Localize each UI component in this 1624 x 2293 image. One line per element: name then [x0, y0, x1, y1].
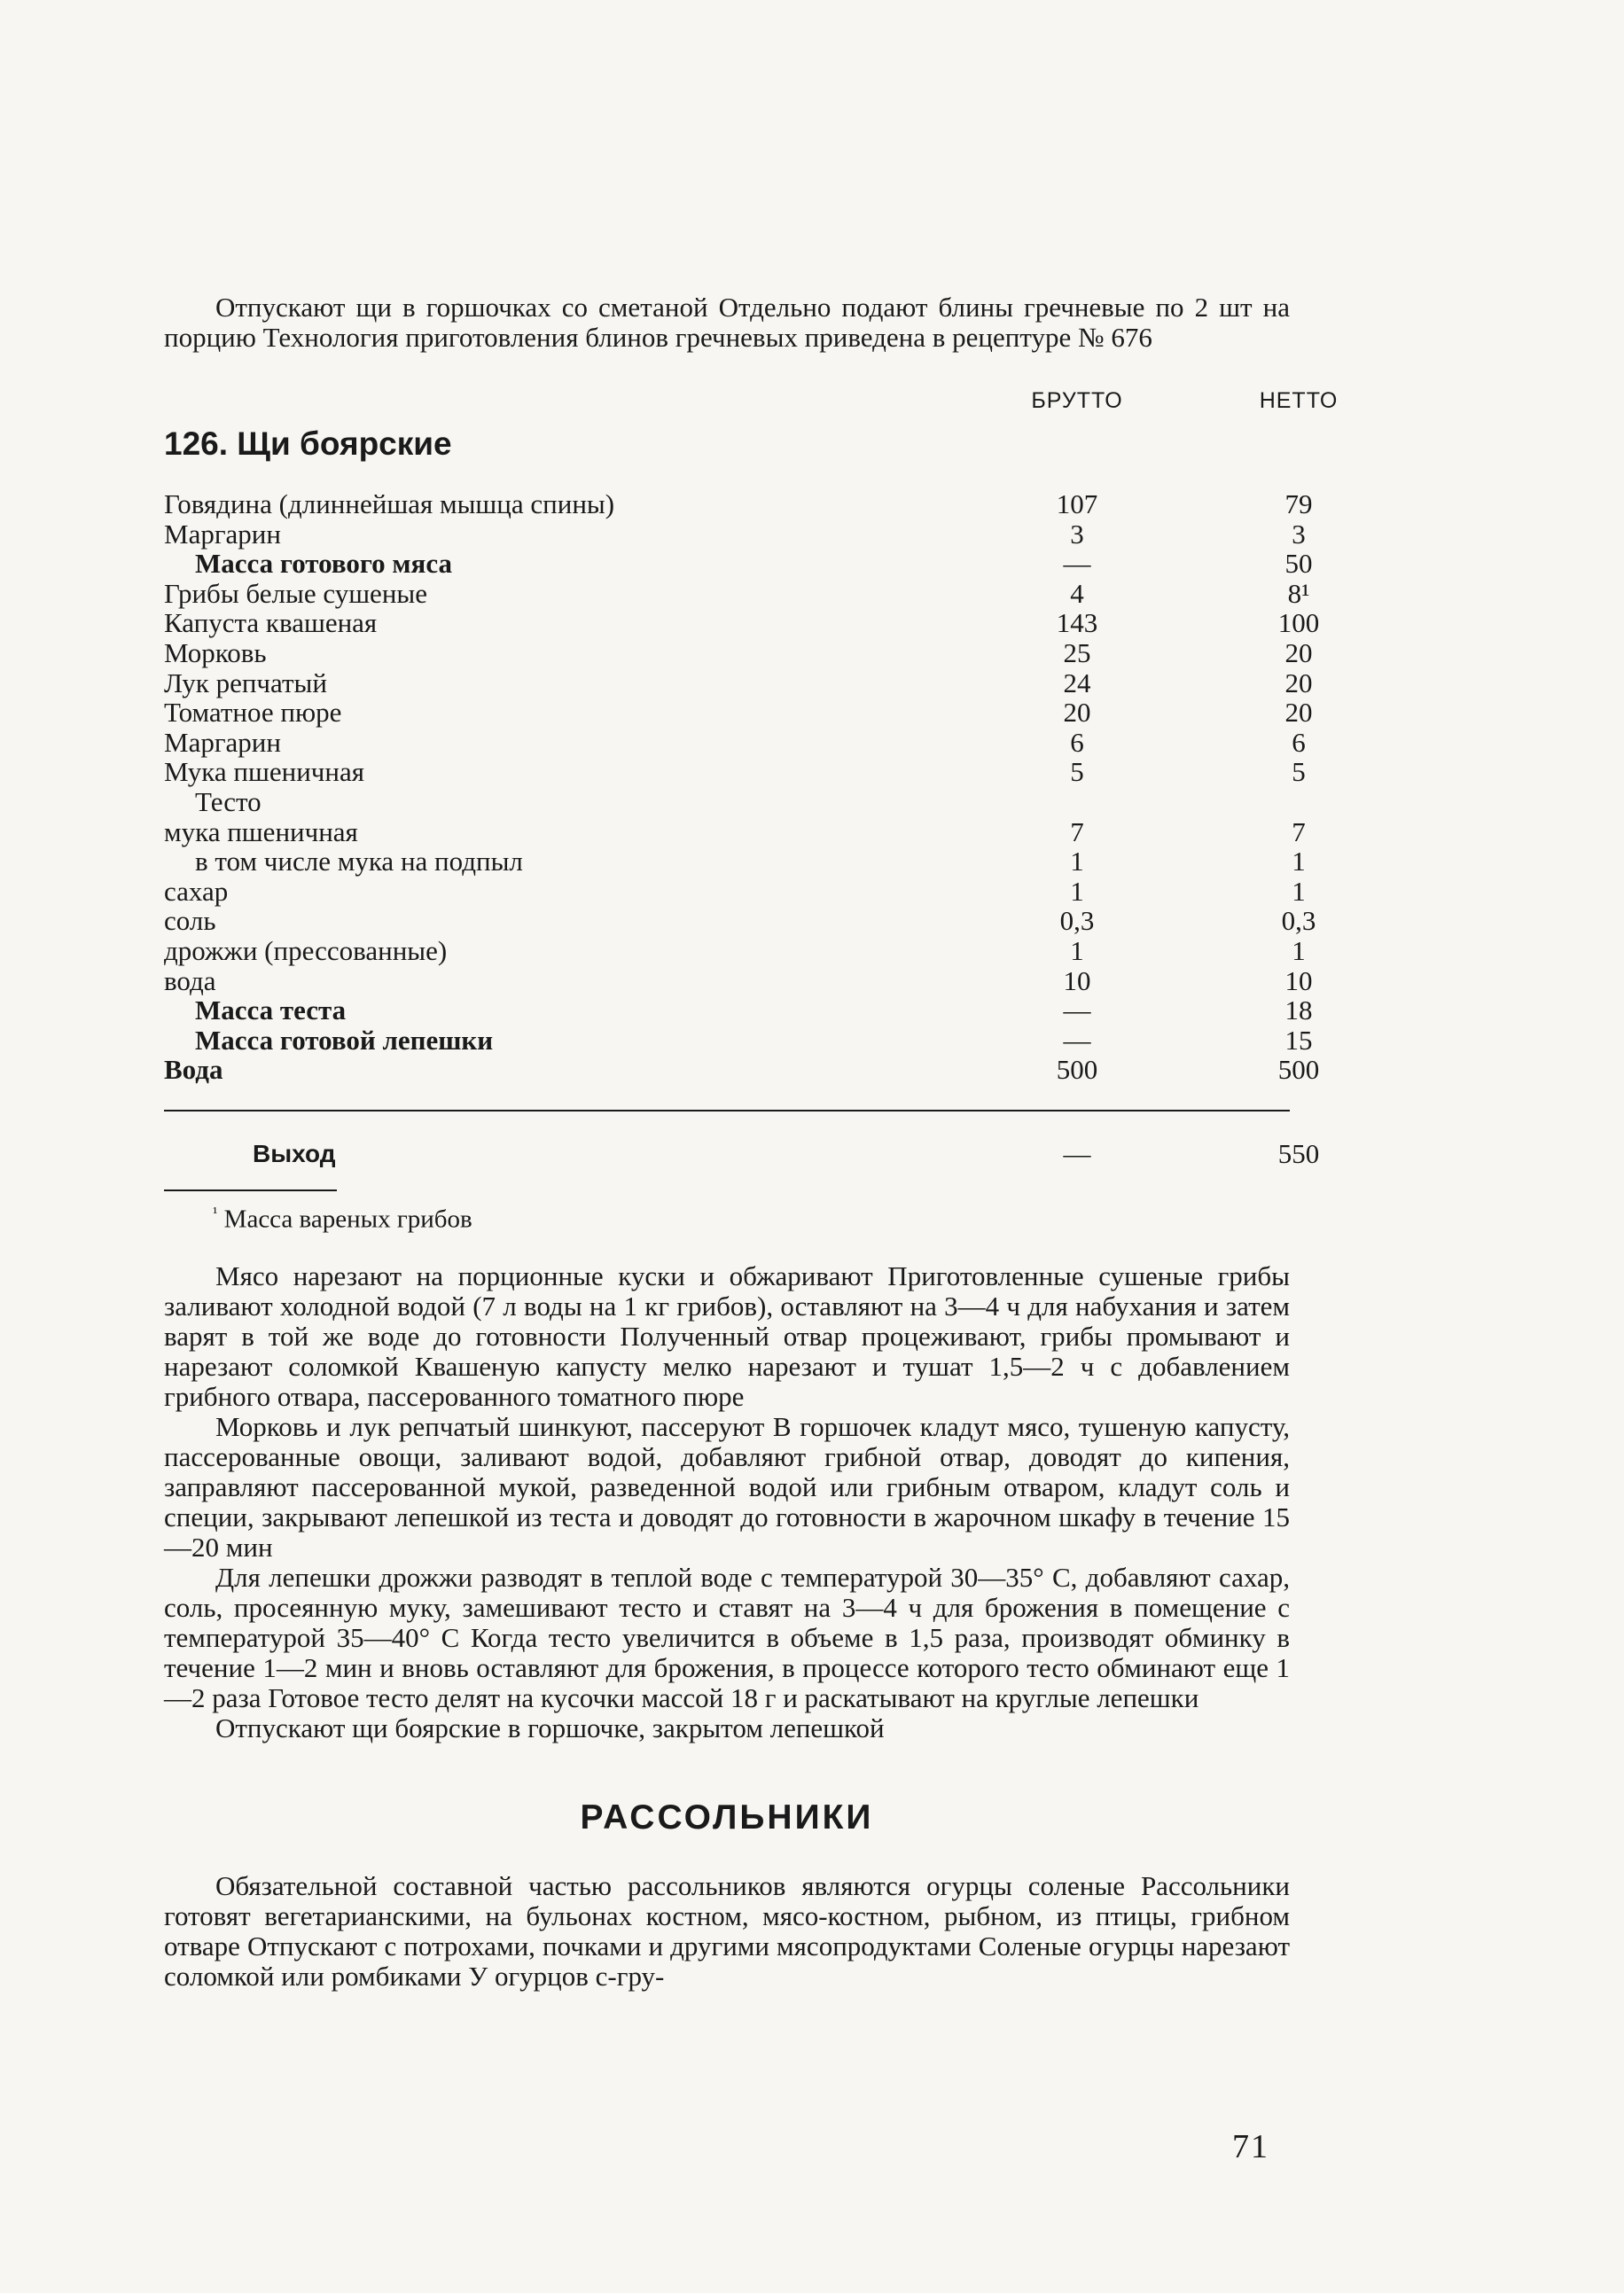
- brutto-value: 5: [1070, 756, 1084, 788]
- table-row: [164, 607, 1320, 639]
- body-paragraph: Для лепешки дрожжи разводят в теплой воде с температурой 30—35° С, добавляют сахар, соль, просеянную муку, замешивают тесто и ставят на 3—4 ч для брожения в помещение с температурой 35—40° С Когда тесто увеличится в объеме в 1,5 раза, производят обминку в течение 1—2 мин и вновь оставляют для брожения, в процессе которого тесто обминают еще 1—2 раза Готовое тесто делят на кусочки массой 18 г и раскатывают на круглые лепешки: [164, 1561, 1290, 1713]
- table-column-headers: [164, 388, 1339, 420]
- table-row: [164, 726, 1306, 758]
- footnote-mark: ¹: [213, 1203, 218, 1221]
- ingredient-name: вода: [164, 964, 216, 996]
- table-row: [164, 934, 1306, 966]
- netto-value: 20: [1284, 667, 1313, 698]
- ingredient-name: Тесто: [195, 785, 262, 817]
- table-row: [164, 636, 1313, 668]
- ingredient-name: Лук репчатый: [164, 667, 327, 698]
- netto-value: 50: [1284, 548, 1313, 580]
- brutto-value: 25: [1063, 636, 1091, 668]
- netto-value: 1: [1292, 934, 1306, 966]
- netto-column-header: НЕТТО: [1259, 388, 1339, 413]
- table-row: [164, 964, 1313, 996]
- ingredient-name: сахар: [164, 875, 229, 907]
- ingredient-name: Маргарин: [164, 518, 281, 550]
- netto-value: 3: [1292, 518, 1306, 550]
- yield-brutto: —: [1063, 1137, 1091, 1169]
- netto-value: 500: [1277, 1054, 1320, 1086]
- section-paragraph: Обязательной составной частью рассольников являются огурцы соленые Рассольники готовят вегетарианскими, на бульонах костном, мясо-костном, рыбном, из птицы, грибном отваре Отпускают с потрохами, почками и другими мясопродуктами Соленые огурцы нарезают соломкой или ромбиками У огурцов с-гру-: [164, 1869, 1290, 1992]
- netto-value: 100: [1277, 607, 1320, 639]
- netto-value: 79: [1284, 488, 1313, 519]
- brutto-value: 4: [1070, 577, 1084, 609]
- table-row: [164, 548, 1313, 580]
- netto-value: 0,3: [1281, 905, 1316, 937]
- brutto-value: 1: [1070, 846, 1084, 877]
- ingredient-name: дрожжи (прессованные): [164, 934, 448, 966]
- table-row: [164, 577, 1310, 609]
- brutto-value: 143: [1056, 607, 1098, 639]
- netto-value: 1: [1292, 875, 1306, 907]
- table-row: [164, 518, 1306, 550]
- table-row: [164, 787, 1290, 817]
- brutto-value: 7: [1070, 815, 1084, 847]
- footnote-rule: [164, 1189, 337, 1191]
- brutto-value: 24: [1063, 667, 1091, 698]
- brutto-value: 1: [1070, 934, 1084, 966]
- brutto-column-header: БРУТТО: [1031, 388, 1123, 413]
- table-row: [164, 1054, 1320, 1086]
- footnote-text: Масса вареных грибов: [223, 1205, 472, 1234]
- netto-value: 10: [1284, 964, 1313, 996]
- brutto-value: 10: [1063, 964, 1091, 996]
- table-row: [164, 697, 1313, 729]
- intro-paragraph: Отпускают щи в горшочках со сметаной Отдельно подают блины гречневые по 2 шт на порцию Технология приготовления блинов гречневых приведена в рецептуре № 676: [164, 292, 1290, 353]
- ingredient-name: Морковь: [164, 636, 267, 668]
- ingredient-name: Говядина (длиннейшая мышца спины): [164, 488, 615, 519]
- netto-value: 7: [1292, 815, 1306, 847]
- ingredient-name: Вода: [164, 1054, 223, 1086]
- body-paragraph: Морковь и лук репчатый шинкуют, пассеруют В горшочек кладут мясо, тушеную капусту, пассерованные овощи, заливают водой, добавляют грибной отвар, доводят до кипения, заправляют пассерованной мукой, разведенной водой или грибным отваром, кладут соль и специи, закрывают лепешкой из теста и доводят до готовности в жарочном шкафу в течение 15—20 мин: [164, 1410, 1290, 1563]
- ingredient-name: мука пшеничная: [164, 815, 358, 847]
- page-content: [164, 292, 1339, 1992]
- brutto-value: —: [1063, 548, 1091, 580]
- table-row: [164, 488, 1313, 519]
- ingredient-name: соль: [164, 905, 216, 937]
- netto-value: 8¹: [1287, 577, 1310, 609]
- ingredient-name: в том числе мука на подпыл: [195, 846, 523, 877]
- netto-value: 20: [1284, 636, 1313, 668]
- netto-value: 15: [1284, 1024, 1313, 1056]
- brutto-value: —: [1063, 1024, 1091, 1056]
- brutto-value: 0,3: [1059, 905, 1095, 937]
- brutto-value: —: [1063, 994, 1091, 1026]
- table-row: [164, 756, 1306, 788]
- brutto-value: 20: [1063, 697, 1091, 729]
- table-row: [164, 1024, 1313, 1056]
- yield-row: [164, 1136, 1320, 1172]
- section-title: РАССОЛЬНИКИ: [580, 1798, 874, 1837]
- ingredient-name: Маргарин: [164, 726, 281, 758]
- table-row: [164, 846, 1306, 877]
- table-row: [164, 994, 1313, 1026]
- body-paragraph: Отпускают щи боярские в горшочке, закрытом лепешкой: [215, 1712, 885, 1743]
- netto-value: 18: [1284, 994, 1313, 1026]
- table-row: [164, 875, 1306, 907]
- brutto-value: 1: [1070, 875, 1084, 907]
- ingredient-table: [164, 488, 1320, 1086]
- ingredient-name: Масса готового мяса: [195, 548, 452, 580]
- table-rule: [164, 1110, 1290, 1111]
- table-row: [164, 815, 1306, 847]
- netto-value: 20: [1284, 697, 1313, 729]
- recipe-title: 126. Щи боярские: [164, 425, 452, 462]
- ingredient-name: Томатное пюре: [164, 697, 342, 729]
- netto-value: 5: [1292, 756, 1306, 788]
- brutto-value: 6: [1070, 726, 1084, 758]
- ingredient-name: Грибы белые сушеные: [164, 577, 427, 609]
- brutto-value: 3: [1070, 518, 1084, 550]
- yield-label: Выход: [253, 1139, 336, 1167]
- ingredient-name: Мука пшеничная: [164, 756, 364, 788]
- netto-value: 1: [1292, 846, 1306, 877]
- ingredient-name: Капуста квашеная: [164, 607, 378, 639]
- netto-value: 6: [1292, 726, 1306, 758]
- yield-netto: 550: [1277, 1137, 1320, 1169]
- footnote: [213, 1204, 1290, 1235]
- ingredient-name: Масса готовой лепешки: [195, 1024, 494, 1056]
- table-row: [164, 905, 1316, 937]
- ingredient-name: Масса теста: [195, 994, 347, 1026]
- body-paragraph: Мясо нарезают на порционные куски и обжаривают Приготовленные сушеные грибы заливают холодной водой (7 л воды на 1 кг грибов), оставляют на 3—4 ч для набухания и затем варят в той же воде до готовности Полученный отвар процеживают, грибы промывают и нарезают соломкой Квашеную капусту мелко нарезают и тушат 1,5—2 ч с добавлением грибного отвара, пассерованного томатного пюре: [164, 1260, 1290, 1412]
- table-row: [164, 667, 1313, 698]
- brutto-value: 500: [1056, 1054, 1098, 1086]
- brutto-value: 107: [1056, 488, 1098, 519]
- page-number: 71: [1232, 2128, 1269, 2165]
